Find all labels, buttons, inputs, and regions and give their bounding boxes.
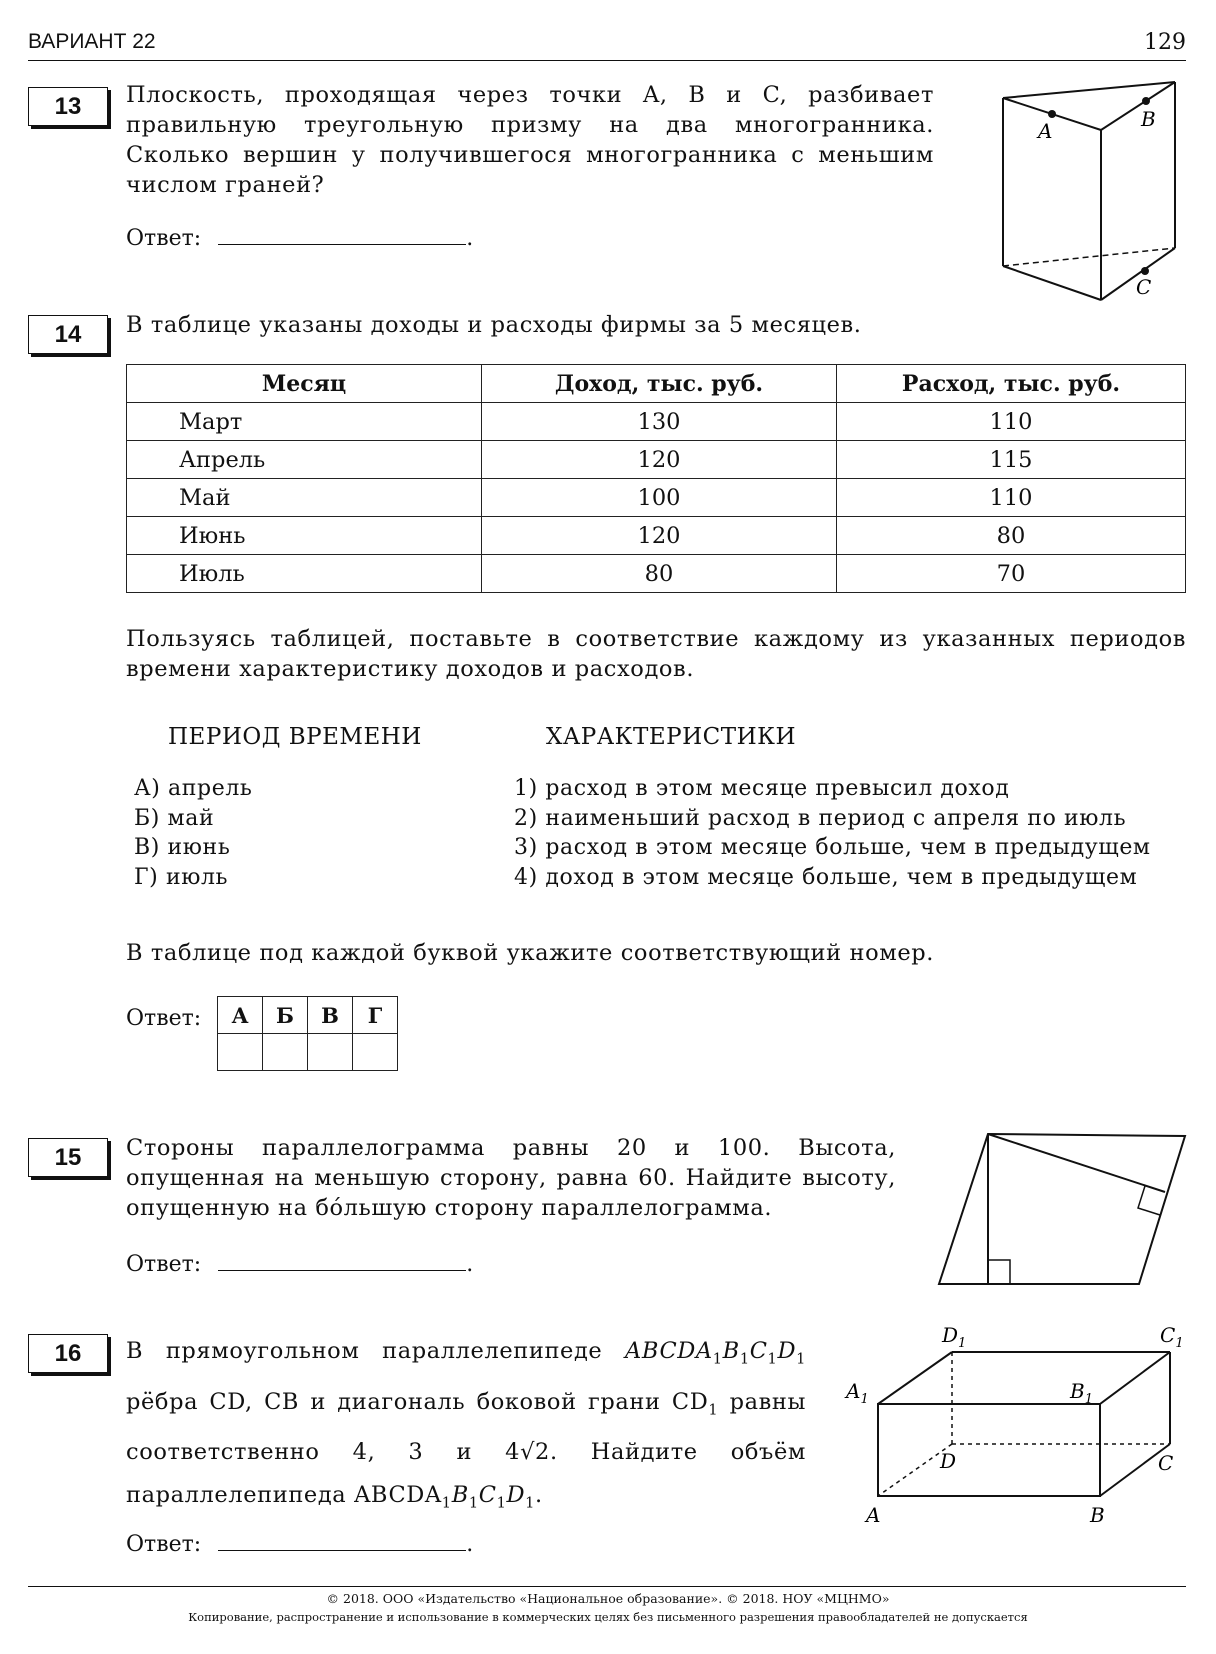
task-14-intro: В таблице указаны доходы и расходы фирмы за 5 месяцев. bbox=[126, 312, 862, 338]
list-item: 3) расход в этом месяце больше, чем в предыдущем bbox=[514, 835, 1151, 860]
formula-part: C bbox=[478, 1482, 497, 1508]
table-cell-month: Июль bbox=[127, 555, 482, 593]
table-row bbox=[127, 403, 1186, 441]
table-row bbox=[127, 517, 1186, 555]
answer-label: Ответ: bbox=[126, 1252, 202, 1277]
subscript: 1 bbox=[441, 1494, 452, 1512]
formula-part: ABCDA bbox=[625, 1338, 713, 1364]
footer-copyright: © 2018. ООО «Издательство «Национальное образование». © 2018. НОУ «МЦНМО» bbox=[326, 1591, 890, 1606]
task-16-text-part: . bbox=[535, 1482, 543, 1508]
grid-instruction: В таблице под каждой буквой укажите соответствующий номер. bbox=[126, 940, 935, 966]
prism-figure bbox=[995, 78, 1185, 304]
task-15-line: Стороны параллелограмма равны 20 и 100. Высота, bbox=[126, 1135, 896, 1161]
box-figure bbox=[840, 1318, 1190, 1528]
subscript: 1 bbox=[496, 1494, 507, 1512]
table-cell-month: Апрель bbox=[127, 441, 482, 479]
task-13-text bbox=[126, 80, 934, 200]
vertex-A1-label: $A_1$ bbox=[846, 1379, 869, 1407]
vertex-B-label: B bbox=[1090, 1503, 1105, 1527]
task-13-answer: Ответ: . bbox=[126, 226, 474, 251]
vertex-D1-label: $D_1$ bbox=[942, 1323, 967, 1351]
vertex-C1-label: $C_1$ bbox=[1160, 1323, 1184, 1351]
table-cell-month: Май bbox=[127, 479, 482, 517]
characteristics-list bbox=[514, 774, 1151, 892]
table-cell-month: Июнь bbox=[127, 517, 482, 555]
task-16-text-part: параллелепипеда ABCDA bbox=[126, 1482, 442, 1508]
list-item: 4) доход в этом месяце больше, чем в предыдущем bbox=[514, 864, 1138, 890]
table-cell-income: 100 bbox=[482, 479, 837, 517]
formula-part: D bbox=[506, 1482, 526, 1508]
task-15-text bbox=[126, 1133, 896, 1223]
parallelogram-figure bbox=[935, 1130, 1190, 1290]
table-header-cell: Месяц bbox=[127, 365, 482, 403]
point-A-label: A bbox=[1038, 119, 1053, 143]
formula-part: C bbox=[749, 1338, 768, 1364]
table-row bbox=[127, 479, 1186, 517]
list-item: 1) расход в этом месяце превысил доход bbox=[514, 776, 1010, 801]
table-row bbox=[127, 441, 1186, 479]
answer-label: Ответ: bbox=[126, 1532, 202, 1557]
table-cell-income: 120 bbox=[482, 517, 837, 555]
grid-letter: В bbox=[308, 997, 353, 1034]
answer-line[interactable] bbox=[218, 224, 466, 245]
table-cell-income: 80 bbox=[482, 555, 837, 593]
answer-line[interactable] bbox=[218, 1250, 466, 1271]
task-13-line: числом граней? bbox=[126, 172, 325, 198]
vertex-D-label: D bbox=[940, 1449, 957, 1473]
vertex-A-label: A bbox=[866, 1503, 881, 1527]
task-16-text-part: В прямоугольном параллелепипеде bbox=[126, 1338, 603, 1364]
task-16-line bbox=[126, 1330, 806, 1381]
task-16-line bbox=[126, 1381, 806, 1432]
table-cell-expense: 80 bbox=[837, 517, 1186, 555]
subscript: 1 bbox=[525, 1494, 536, 1512]
task-16-number: 16 bbox=[28, 1334, 108, 1373]
table-row bbox=[127, 555, 1186, 593]
task-15-line: опущенная на меньшую сторону, равна 60. Найдите высоту, bbox=[126, 1165, 896, 1191]
answer-label: Ответ: bbox=[126, 226, 202, 251]
header-divider bbox=[28, 60, 1186, 61]
table-header-cell: Доход, тыс. руб. bbox=[482, 365, 837, 403]
subscript: 1 bbox=[739, 1350, 750, 1368]
grid-letter: А bbox=[218, 997, 263, 1034]
task-14-answer-label: Ответ: bbox=[126, 1006, 202, 1031]
table-cell-expense: 70 bbox=[837, 555, 1186, 593]
point-B-label: B bbox=[1141, 107, 1156, 131]
grid-answer-cell[interactable] bbox=[218, 1034, 263, 1071]
answer-grid bbox=[217, 996, 398, 1071]
income-expense-table bbox=[126, 364, 1186, 593]
task-14-number: 14 bbox=[28, 315, 108, 354]
vertex-B1-label: $B_1$ bbox=[1070, 1379, 1093, 1407]
table-cell-expense: 115 bbox=[837, 441, 1186, 479]
subscript: 1 bbox=[712, 1350, 723, 1368]
task-15-answer: Ответ: . bbox=[126, 1252, 474, 1277]
variant-title: ВАРИАНТ 22 bbox=[28, 30, 156, 53]
list-item: 2) наименьший расход в период с апреля по июль bbox=[514, 805, 1127, 831]
grid-letter: Б bbox=[263, 997, 308, 1034]
table-cell-expense: 110 bbox=[837, 479, 1186, 517]
grid-answer-cell[interactable] bbox=[353, 1034, 398, 1071]
grid-letter: Г bbox=[353, 997, 398, 1034]
period-column-title: ПЕРИОД ВРЕМЕНИ bbox=[168, 724, 422, 750]
subscript: 1 bbox=[767, 1350, 778, 1368]
subscript: 1 bbox=[468, 1494, 479, 1512]
periods-list bbox=[134, 774, 252, 892]
table-cell-income: 130 bbox=[482, 403, 837, 441]
table-cell-expense: 110 bbox=[837, 403, 1186, 441]
footer-divider bbox=[28, 1586, 1186, 1587]
table-header-cell: Расход, тыс. руб. bbox=[837, 365, 1186, 403]
table-header-row bbox=[127, 365, 1186, 403]
subscript: 1 bbox=[708, 1401, 719, 1418]
characteristics-column-title: ХАРАКТЕРИСТИКИ bbox=[546, 724, 797, 750]
list-item: В) июнь bbox=[134, 835, 231, 860]
task-16-text-part: равны bbox=[729, 1388, 806, 1415]
formula-part: B bbox=[722, 1338, 740, 1364]
page-number: 129 bbox=[1144, 30, 1186, 55]
formula-part: B bbox=[451, 1482, 469, 1508]
task-13-line: правильную треугольную призму на два многогранника. bbox=[126, 112, 934, 138]
task-16-answer: Ответ: . bbox=[126, 1532, 474, 1557]
formula-part: D bbox=[777, 1338, 797, 1364]
grid-answer-cell[interactable] bbox=[263, 1034, 308, 1071]
task-13-line: Плоскость, проходящая через точки A, B и C, разбивает bbox=[126, 82, 934, 108]
task-16-line: соответственно 4, 3 и 4√2. Найдите объём bbox=[126, 1439, 806, 1465]
task-16-line bbox=[126, 1474, 806, 1525]
subscript: 1 bbox=[796, 1350, 806, 1368]
task-15-number: 15 bbox=[28, 1138, 108, 1177]
footer-notice: Копирование, распространение и использование в коммерческих целях без письменного разрешения правообладателей не допускается bbox=[188, 1610, 1028, 1624]
task-14-instruction bbox=[126, 624, 1186, 684]
task-13-line: Сколько вершин у получившегося многогранника с меньшим bbox=[126, 142, 934, 168]
instruction-line: времени характеристику доходов и расходов. bbox=[126, 656, 695, 682]
task-16-text bbox=[126, 1330, 806, 1525]
point-C-label: C bbox=[1136, 275, 1152, 299]
instruction-line: Пользуясь таблицей, поставьте в соответствие каждому из указанных периодов bbox=[126, 626, 1186, 652]
grid-answer-cell[interactable] bbox=[308, 1034, 353, 1071]
table-cell-income: 120 bbox=[482, 441, 837, 479]
vertex-C-label: C bbox=[1158, 1451, 1174, 1475]
table-cell-month: Март bbox=[127, 403, 482, 441]
list-item: Г) июль bbox=[134, 864, 229, 890]
task-16-text-part: рёбра CD, CB и диагональ боковой грани CD bbox=[126, 1388, 709, 1415]
list-item: А) апрель bbox=[134, 776, 253, 801]
task-13-number: 13 bbox=[28, 87, 108, 126]
answer-line[interactable] bbox=[218, 1530, 466, 1551]
task-15-line: опущенную на бóльшую сторону параллелограмма. bbox=[126, 1195, 773, 1221]
list-item: Б) май bbox=[134, 805, 215, 831]
